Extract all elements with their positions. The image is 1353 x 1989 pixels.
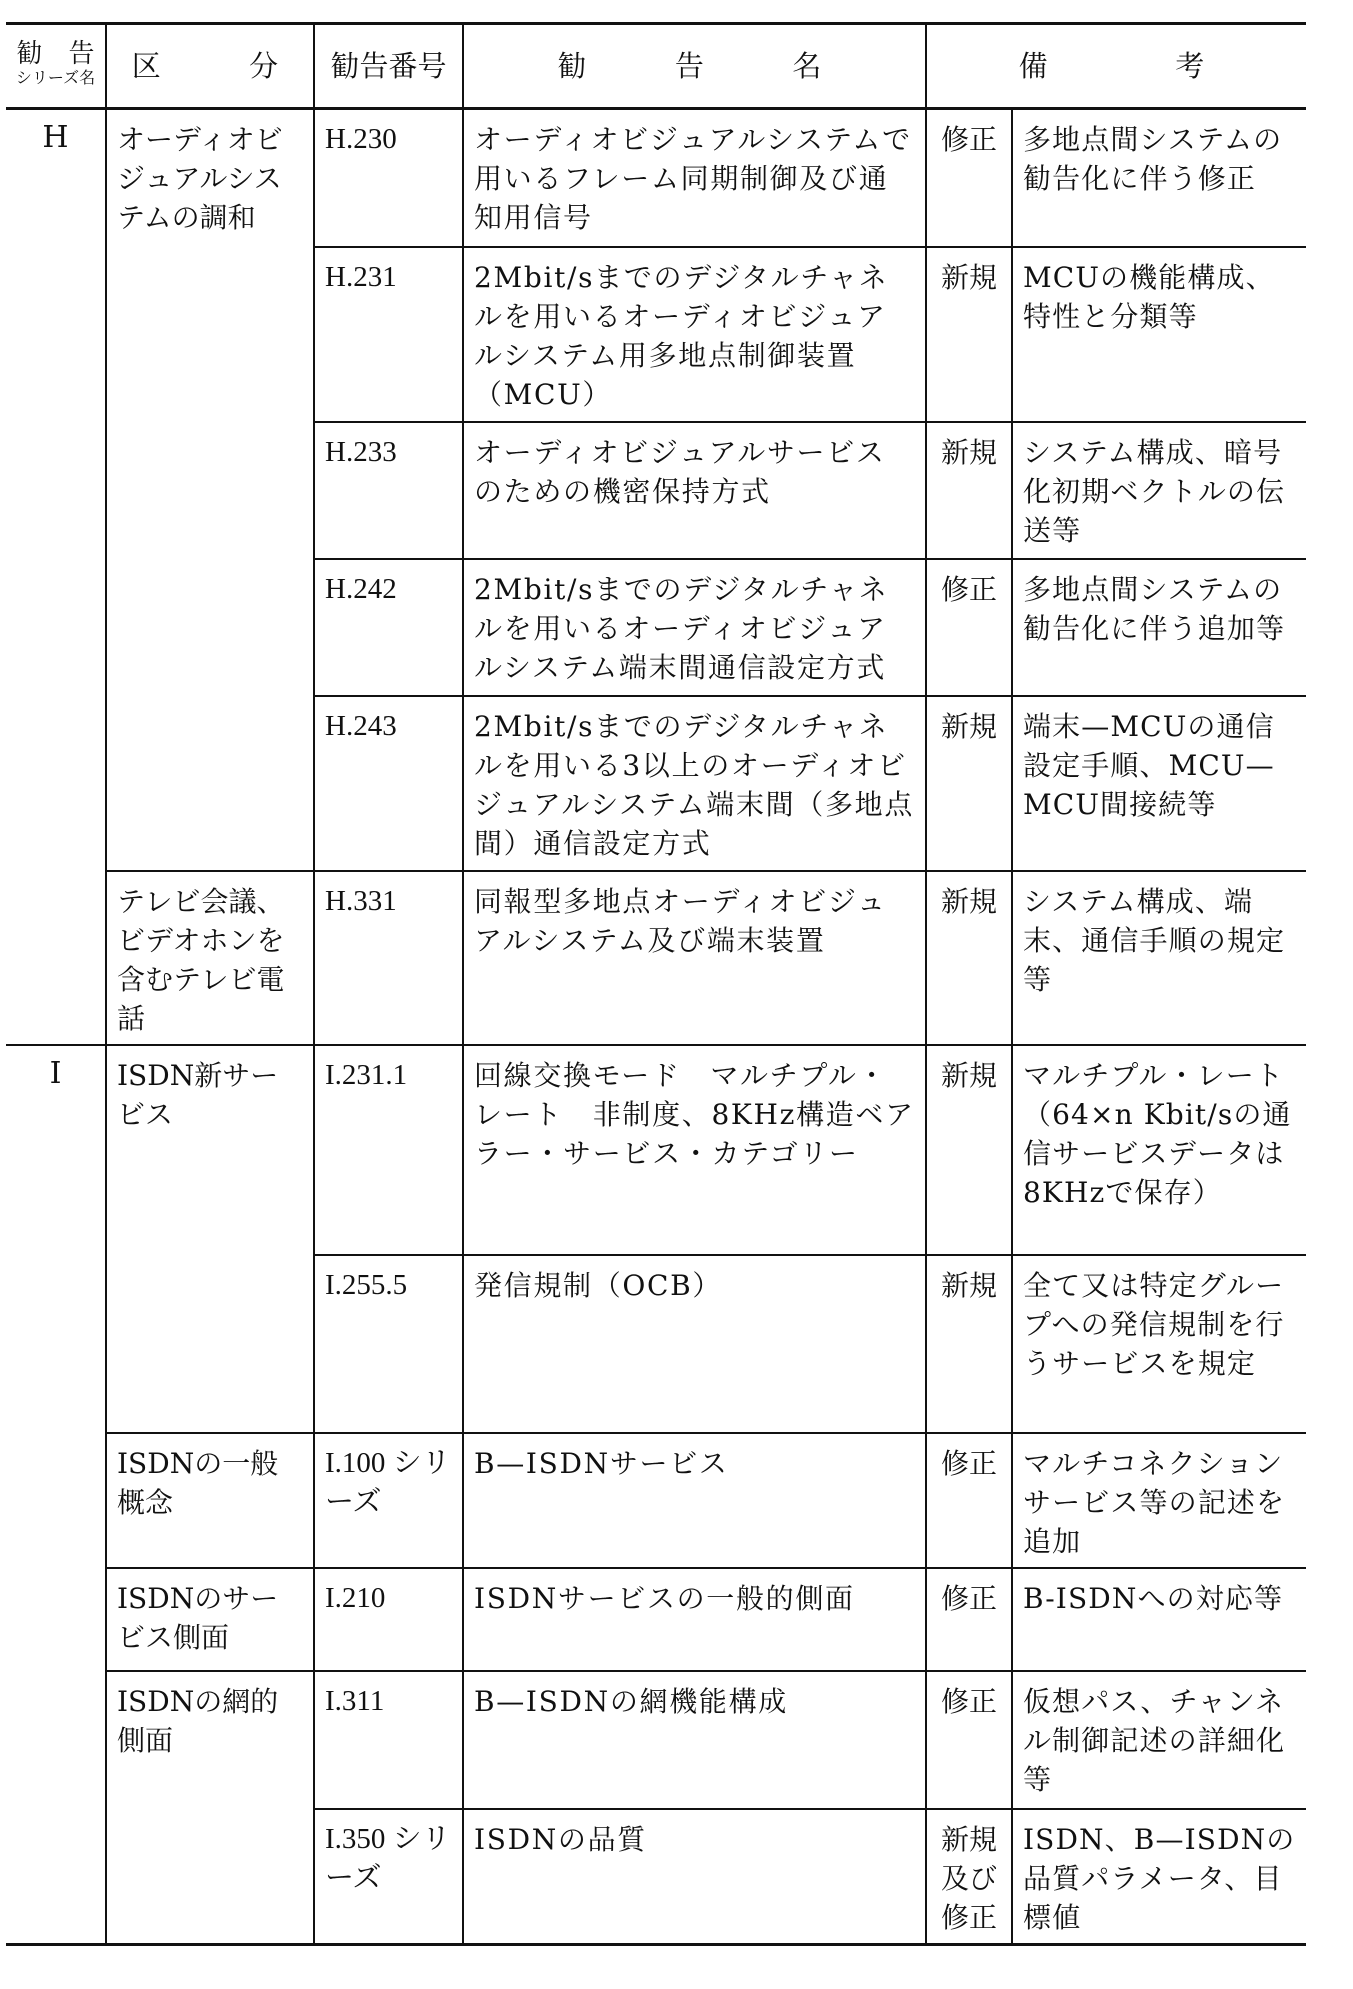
- number-cell: H.242: [314, 559, 463, 696]
- note-cell: MCUの機能構成、特性と分類等: [1012, 247, 1306, 422]
- series-cell: H: [6, 109, 106, 1045]
- number-cell: I.350 シリーズ: [314, 1809, 463, 1945]
- note-cell: 全て又は特定グループへの発信規制を行うサービスを規定: [1012, 1255, 1306, 1433]
- note-cell: システム構成、端末、通信手順の規定等: [1012, 871, 1306, 1045]
- name-cell: 2Mbit/sまでのデジタルチャネルを用いる3以上のオーディオビジュアルシステム端末間（多地点間）通信設定方式: [463, 696, 926, 871]
- number-cell: H.243: [314, 696, 463, 871]
- header-series: [6, 24, 106, 109]
- category-cell: ISDNのサービス側面: [106, 1568, 314, 1671]
- number-cell: H.231: [314, 247, 463, 422]
- table-row: [6, 109, 1306, 247]
- name-cell: B—ISDNの網機能構成: [463, 1671, 926, 1809]
- header-series-top: 勧 告: [16, 39, 95, 69]
- header-number: 勧告番号: [314, 24, 463, 109]
- kind-cell: 新規: [926, 696, 1012, 871]
- note-cell: マルチプル・レート（64×n Kbit/sの通信サービスデータは8KHzで保存）: [1012, 1045, 1306, 1255]
- kind-cell: 修正: [926, 1671, 1012, 1809]
- kind-cell: 修正: [926, 559, 1012, 696]
- table-row: [6, 1433, 1306, 1568]
- number-cell: H.230: [314, 109, 463, 247]
- note-cell: B-ISDNへの対応等: [1012, 1568, 1306, 1671]
- category-cell: テレビ会議、ビデオホンを含むテレビ電話: [106, 871, 314, 1045]
- number-cell: H.331: [314, 871, 463, 1045]
- table-row: [6, 1671, 1306, 1809]
- name-cell: 2Mbit/sまでのデジタルチャネルを用いるオーディオビジュアルシステム端末間通信設定方式: [463, 559, 926, 696]
- header-remarks: 備 考: [926, 24, 1306, 109]
- kind-cell: 修正: [926, 109, 1012, 247]
- note-cell: 仮想パス、チャンネル制御記述の詳細化等: [1012, 1671, 1306, 1809]
- kind-cell: 修正: [926, 1568, 1012, 1671]
- name-cell: 回線交換モード マルチプル・レート 非制度、8KHz構造ベアラー・サービス・カテゴリー: [463, 1045, 926, 1255]
- header-name: 勧 告 名: [463, 24, 926, 109]
- name-cell: 発信規制（OCB）: [463, 1255, 926, 1433]
- name-cell: 同報型多地点オーディオビジュアルシステム及び端末装置: [463, 871, 926, 1045]
- name-cell: ISDNサービスの一般的側面: [463, 1568, 926, 1671]
- number-cell: I.255.5: [314, 1255, 463, 1433]
- header-category: 区 分: [106, 24, 314, 109]
- category-cell: ISDNの一般概念: [106, 1433, 314, 1568]
- category-cell: ISDN新サービス: [106, 1045, 314, 1433]
- table-row: [6, 1045, 1306, 1255]
- name-cell: ISDNの品質: [463, 1809, 926, 1945]
- category-cell: ISDNの網的側面: [106, 1671, 314, 1945]
- table-row: [6, 1568, 1306, 1671]
- kind-cell: 新規: [926, 1255, 1012, 1433]
- kind-cell: 新規: [926, 871, 1012, 1045]
- kind-cell: 新規: [926, 247, 1012, 422]
- number-cell: I.231.1: [314, 1045, 463, 1255]
- name-cell: B—ISDNサービス: [463, 1433, 926, 1568]
- kind-cell: 新規: [926, 422, 1012, 559]
- note-cell: システム構成、暗号化初期ベクトルの伝送等: [1012, 422, 1306, 559]
- name-cell: オーディオビジュアルサービスのための機密保持方式: [463, 422, 926, 559]
- category-cell: オーディオビジュアルシステムの調和: [106, 109, 314, 871]
- note-cell: 端末—MCUの通信設定手順、MCU—MCU間接続等: [1012, 696, 1306, 871]
- kind-cell: 新規: [926, 1045, 1012, 1255]
- series-cell: I: [6, 1045, 106, 1945]
- header-series-sub: シリーズ名: [15, 68, 96, 87]
- note-cell: ISDN、B—ISDNの品質パラメータ、目標値: [1012, 1809, 1306, 1945]
- table-row: [6, 871, 1306, 1045]
- note-cell: マルチコネクションサービス等の記述を追加: [1012, 1433, 1306, 1568]
- number-cell: I.210: [314, 1568, 463, 1671]
- number-cell: H.233: [314, 422, 463, 559]
- number-cell: I.311: [314, 1671, 463, 1809]
- note-cell: 多地点間システムの勧告化に伴う修正: [1012, 109, 1306, 247]
- note-cell: 多地点間システムの勧告化に伴う追加等: [1012, 559, 1306, 696]
- name-cell: オーディオビジュアルシステムで用いるフレーム同期制御及び通知用信号: [463, 109, 926, 247]
- kind-cell: 新規及び修正: [926, 1809, 1012, 1945]
- number-cell: I.100 シリーズ: [314, 1433, 463, 1568]
- name-cell: 2Mbit/sまでのデジタルチャネルを用いるオーディオビジュアルシステム用多地点制御装置（MCU）: [463, 247, 926, 422]
- kind-cell: 修正: [926, 1433, 1012, 1568]
- recommendations-table: [6, 22, 1306, 1946]
- header-row: [6, 24, 1306, 109]
